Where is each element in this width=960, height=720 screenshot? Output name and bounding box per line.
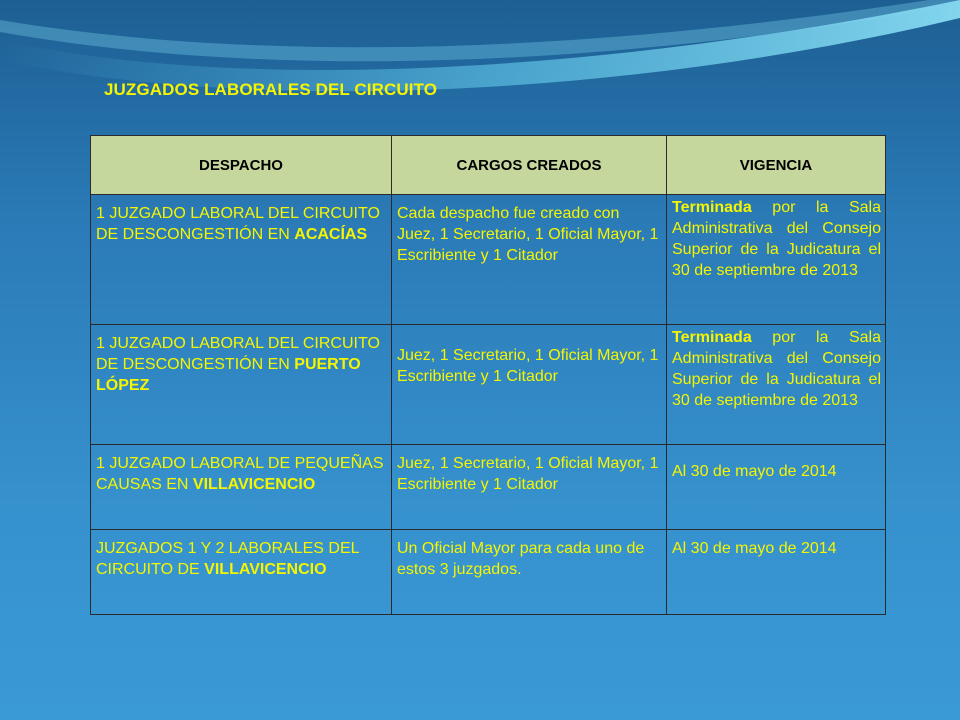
despacho-lugar: ACACÍAS — [294, 226, 368, 243]
header-cargos: CARGOS CREADOS — [392, 136, 667, 195]
table-row — [91, 445, 886, 530]
cell-cargos: Juez, 1 Secretario, 1 Oficial Mayor, 1 Escribiente y 1 Citador — [392, 325, 667, 445]
cell-despacho — [91, 530, 392, 615]
cell-despacho — [91, 195, 392, 325]
header-despacho: DESPACHO — [91, 136, 392, 195]
despacho-text: JUZGADOS 1 Y 2 LABORALES DEL CIRCUITO DE — [96, 540, 359, 578]
table-header-row — [91, 136, 886, 195]
table-row — [91, 195, 886, 325]
despacho-lugar: PUERTO LÓPEZ — [96, 356, 361, 394]
courts-table — [90, 135, 886, 615]
cell-despacho — [91, 325, 392, 445]
vigencia-text: por la Sala Administrativa del Consejo Superior de la Judicatura el 30 de septiembre de 2013 — [672, 199, 881, 279]
despacho-text: 1 JUZGADO LABORAL DEL CIRCUITO DE DESCONGESTIÓN EN — [96, 335, 380, 373]
vigencia-text: por la Sala Administrativa del Consejo Superior de la Judicatura el 30 de septiembre de 2013 — [672, 329, 881, 409]
page-title: JUZGADOS LABORALES DEL CIRCUITO — [104, 80, 438, 99]
despacho-text: 1 JUZGADO LABORAL DE PEQUEÑAS CAUSAS EN — [96, 455, 384, 493]
cell-vigencia — [667, 325, 886, 445]
cell-vigencia: Al 30 de mayo de 2014 — [667, 530, 886, 615]
cell-cargos: Juez, 1 Secretario, 1 Oficial Mayor, 1 Escribiente y 1 Citador — [392, 445, 667, 530]
table-row — [91, 325, 886, 445]
table-row — [91, 530, 886, 615]
vigencia-bold: Terminada — [672, 199, 752, 216]
header-vigencia: VIGENCIA — [667, 136, 886, 195]
cell-cargos: Un Oficial Mayor para cada uno de estos 3 juzgados. — [392, 530, 667, 615]
despacho-text: 1 JUZGADO LABORAL DEL CIRCUITO DE DESCONGESTIÓN EN — [96, 205, 380, 243]
despacho-lugar: VILLAVICENCIO — [204, 561, 327, 578]
cell-despacho — [91, 445, 392, 530]
cell-vigencia — [667, 195, 886, 325]
cell-cargos: Cada despacho fue creado con Juez, 1 Secretario, 1 Oficial Mayor, 1 Escribiente y 1 Citador — [392, 195, 667, 325]
despacho-lugar: VILLAVICENCIO — [192, 476, 316, 493]
cell-vigencia: Al 30 de mayo de 2014 — [667, 445, 886, 530]
vigencia-bold: Terminada — [672, 329, 752, 346]
